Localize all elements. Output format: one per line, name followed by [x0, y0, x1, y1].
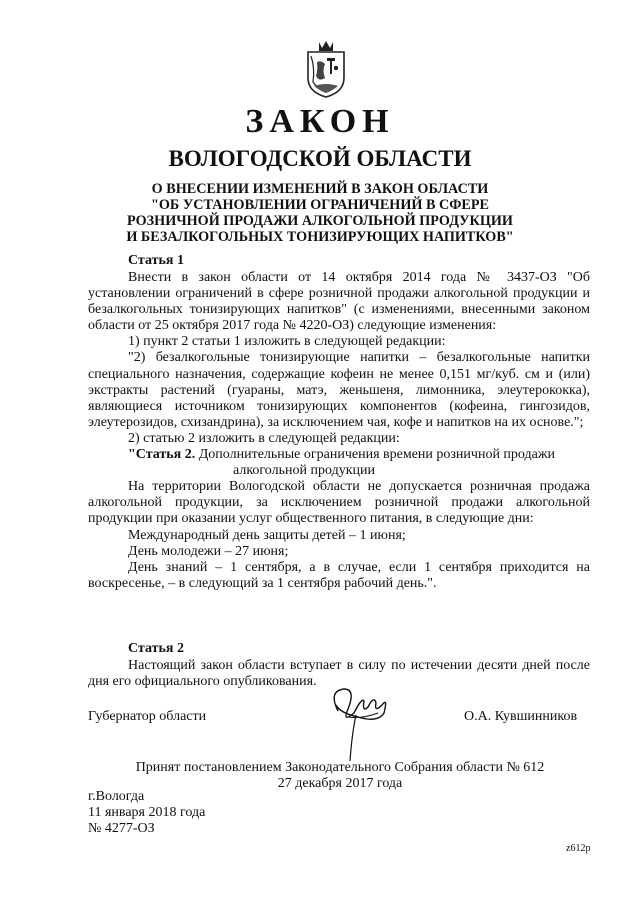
restricted-day-2: День молодежи – 27 июня;	[128, 543, 289, 559]
handwritten-signature	[318, 683, 400, 763]
article-2-text: Настоящий закон области вступает в силу по истечении десяти дней после дня его официального опубликования.	[88, 658, 590, 690]
law-subtitle	[90, 181, 550, 245]
article-1-body	[88, 270, 590, 592]
law-number: № 4277-ОЗ	[88, 821, 155, 836]
subtitle-line: И БЕЗАЛКОГОЛЬНЫХ ТОНИЗИРУЮЩИХ НАПИТКОВ"	[126, 229, 514, 245]
new-article-title-cont: алкогольной продукции	[233, 463, 375, 479]
article-2-heading: Статья 2	[128, 641, 184, 656]
document-code: z612p	[566, 843, 591, 854]
adoption-statement: Принят постановлением Законодательного Собрания области № 612	[135, 760, 545, 775]
subtitle-line: РОЗНИЧНОЙ ПРОДАЖИ АЛКОГОЛЬНОЙ ПРОДУКЦИИ	[127, 213, 513, 229]
subtitle-line: "ОБ УСТАНОВЛЕНИИ ОГРАНИЧЕНИЙ В СФЕРЕ	[151, 197, 489, 213]
adoption-date: 27 декабря 2017 года	[277, 776, 403, 791]
new-article-label: "Статья 2.	[128, 447, 196, 463]
article-1-item-1-text: "2) безалкогольные тонизирующие напитки – безалкогольные напитки специального назначения, содержащие кофеин не менее 0,151 мг/куб. см и (или) экстракты растений (гуараны, матэ, женьшеня, лимонника, элеутерококка), являющиеся источником тонизирующих компонентов (кофеина, гингозидов, элеутерозидов, схизандрина), за исключением чая, кофе и напитков на их основе.";	[88, 350, 590, 430]
new-article-title: Дополнительные ограничения времени розничной продажи	[198, 447, 556, 463]
territory-paragraph: На территории Вологодской области не допускается розничная продажа алкогольной продукции, за исключением розничной продажи алкогольной продукции при оказании услуг общественного питания, в следующие дни:	[88, 479, 590, 527]
article-1-item-1: 1) пункт 2 статьи 1 изложить в следующей редакции:	[128, 334, 446, 350]
region-title: ВОЛОГОДСКОЙ ОБЛАСТИ	[168, 146, 472, 171]
governor-position: Губернатор области	[88, 709, 207, 724]
governor-name: О.А. Кувшинников	[464, 709, 578, 724]
article-1-item-2: 2) статью 2 изложить в следующей редакции:	[128, 430, 400, 446]
document-title: ЗАКОН	[245, 103, 395, 140]
city: г.Вологда	[88, 789, 145, 804]
restricted-day-3: День знаний – 1 сентября, а в случае, если 1 сентября приходится на воскресенье, – в следующий за 1 сентября рабочий день.".	[88, 559, 590, 591]
subtitle-line: О ВНЕСЕНИИ ИЗМЕНЕНИЙ В ЗАКОН ОБЛАСТИ	[151, 181, 489, 197]
coat-of-arms-icon	[305, 38, 347, 98]
article-1-intro: Внести в закон области от 14 октября 2014 года № 3437-ОЗ "Об установлении ограничений в сфере розничной продажи алкогольной продукции и безалкогольных тонизирующих напитков" (с изменениями, внесенными законом области от 25 октября 2017 года № 4220-ОЗ) следующие изменения:	[88, 270, 590, 334]
restricted-day-1: Международный день защиты детей – 1 июня;	[128, 527, 406, 543]
article-2-new-title	[88, 447, 590, 463]
article-1-heading: Статья 1	[128, 253, 184, 268]
signing-date: 11 января 2018 года	[88, 805, 206, 820]
